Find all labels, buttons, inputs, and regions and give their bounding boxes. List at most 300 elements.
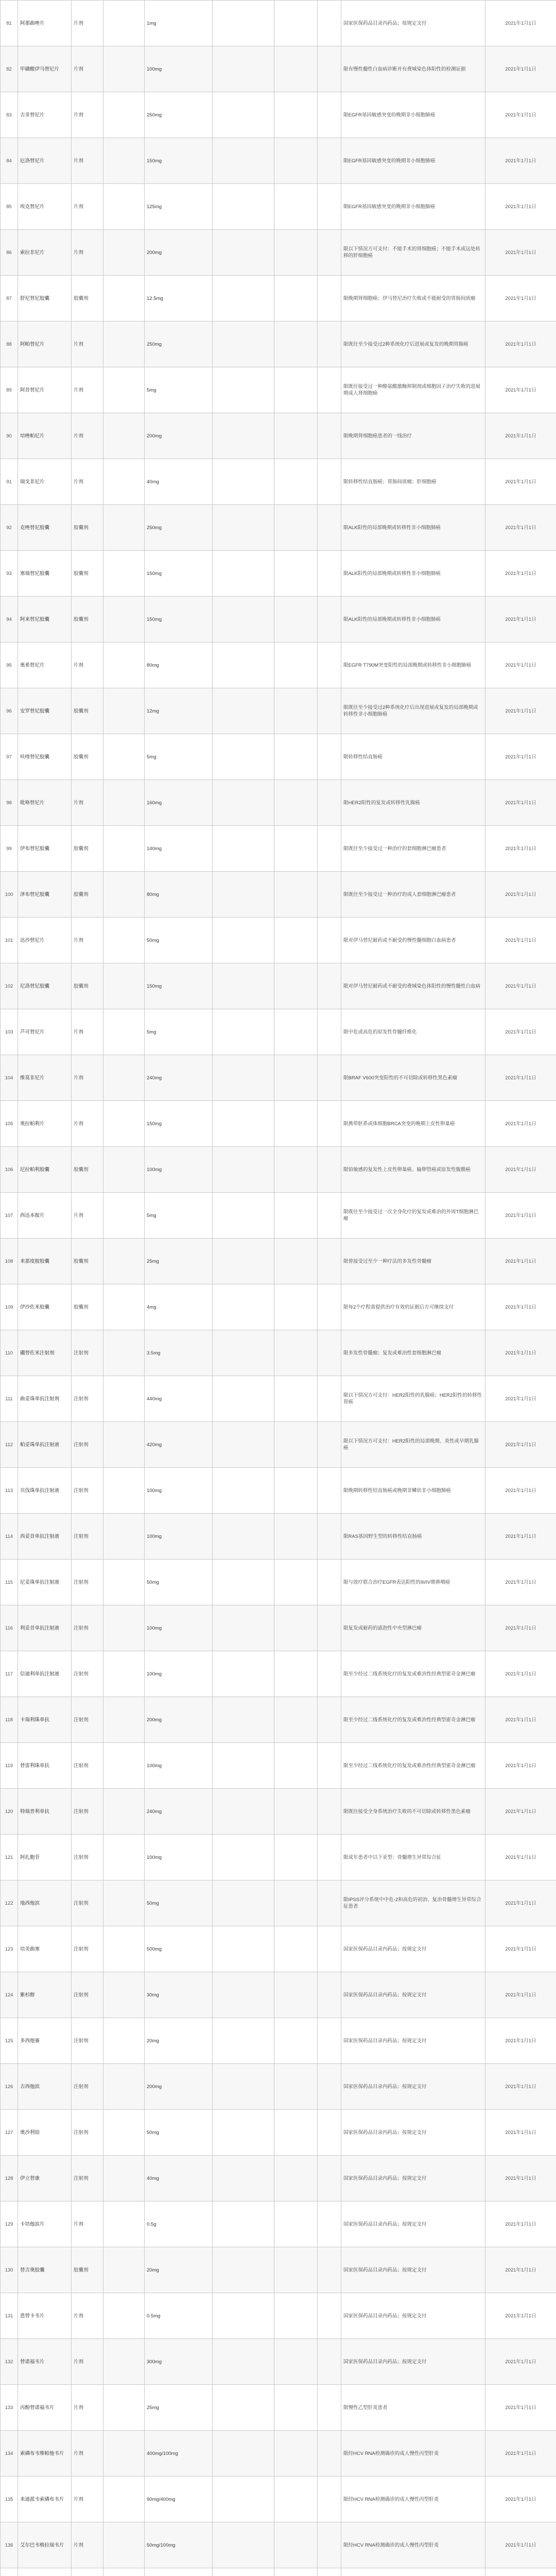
row-number-cell: 102 xyxy=(1,963,18,1009)
price-cell xyxy=(213,2385,274,2431)
price-cell xyxy=(213,1972,274,2018)
price-cell xyxy=(213,46,274,92)
price-cell xyxy=(213,1743,274,1789)
strength-cell: 4mg xyxy=(145,1284,213,1330)
strength-cell: 90mg/400mg xyxy=(145,2477,213,2522)
spec-cell xyxy=(103,1926,145,1972)
table-row xyxy=(1,1422,556,1468)
date-cell: 2021年1月1日 xyxy=(485,1972,556,2018)
rate-cell xyxy=(318,184,341,230)
strength-cell: 50mg xyxy=(145,2110,213,2156)
drug-name-cell: 贝伐珠单抗注射液 xyxy=(18,1468,72,1514)
payment-rule-cell: 国家医保药品目录内药品；按规定支付 xyxy=(341,1926,485,1972)
payment-rule-cell xyxy=(341,2568,485,2576)
drug-name-cell: 地西他滨 xyxy=(18,1880,72,1926)
row-number-cell: 82 xyxy=(1,46,18,92)
drug-name-cell: 奥拉帕利片 xyxy=(18,1101,72,1147)
date-cell: 2021年1月1日 xyxy=(485,1514,556,1560)
row-number-cell: 108 xyxy=(1,1239,18,1284)
spec-cell xyxy=(103,92,145,138)
price-cell xyxy=(213,551,274,597)
change-cell xyxy=(274,1560,318,1605)
dosage-form-cell: 注射剂 xyxy=(72,1651,103,1697)
dosage-form-cell: 片剂 xyxy=(72,321,103,367)
table-row xyxy=(1,734,556,780)
spec-cell xyxy=(103,1468,145,1514)
price-cell xyxy=(213,2293,274,2339)
drug-name-cell: 卡培他滨片 xyxy=(18,2201,72,2247)
payment-rule-cell: 限EGFR T790M突变阳性的局部晚期或转移性非小细胞肺癌 xyxy=(341,642,485,688)
drug-name-cell: 西达本胺片 xyxy=(18,1193,72,1239)
change-cell xyxy=(274,2018,318,2064)
drug-name-cell: 尼拉帕利胶囊 xyxy=(18,1147,72,1193)
date-cell: 2021年1月1日 xyxy=(485,1376,556,1422)
payment-rule-cell: 限对伊马替尼耐药或不耐受的慢性髓细胞白血病患者 xyxy=(341,918,485,963)
spec-cell xyxy=(103,597,145,642)
table-row xyxy=(1,2431,556,2477)
rate-cell xyxy=(318,2568,341,2576)
payment-rule-cell: 国家医保药品目录内药品；按规定支付 xyxy=(341,2110,485,2156)
strength-cell: 250mg xyxy=(145,505,213,551)
dosage-form-cell: 胶囊剂 xyxy=(72,688,103,734)
change-cell xyxy=(274,918,318,963)
spec-cell xyxy=(103,2293,145,2339)
rate-cell xyxy=(318,1743,341,1789)
change-cell xyxy=(274,1835,318,1880)
price-cell xyxy=(213,597,274,642)
spec-cell xyxy=(103,1605,145,1651)
change-cell xyxy=(274,2064,318,2110)
spec-cell xyxy=(103,1284,145,1330)
payment-rule-cell: 限与放疗联合治疗EGFR表达阳性的III/IV期鼻咽癌 xyxy=(341,1560,485,1605)
drug-name-cell: 索拉非尼片 xyxy=(18,230,72,276)
strength-cell: 150mg xyxy=(145,597,213,642)
strength-cell: 25mg xyxy=(145,1239,213,1284)
payment-rule-cell: 国家医保药品目录内药品；按规定支付 xyxy=(341,1972,485,2018)
price-cell xyxy=(213,413,274,459)
change-cell xyxy=(274,734,318,780)
dosage-form-cell: 注射剂 xyxy=(72,1926,103,1972)
strength-cell: 25mg xyxy=(145,2385,213,2431)
rate-cell xyxy=(318,826,341,872)
payment-rule-cell: 国家医保药品目录内药品；按规定支付 xyxy=(341,2293,485,2339)
dosage-form-cell: 胶囊剂 xyxy=(72,1239,103,1284)
change-cell xyxy=(274,2110,318,2156)
change-cell xyxy=(274,92,318,138)
price-cell xyxy=(213,1422,274,1468)
table-row xyxy=(1,2018,556,2064)
change-cell xyxy=(274,46,318,92)
spec-cell xyxy=(103,551,145,597)
price-cell xyxy=(213,1697,274,1743)
spec-cell xyxy=(103,413,145,459)
dosage-form-cell: 片剂 xyxy=(72,2293,103,2339)
rate-cell xyxy=(318,1055,341,1101)
spec-cell xyxy=(103,1193,145,1239)
date-cell: 2021年1月1日 xyxy=(485,367,556,413)
date-cell: 2021年1月1日 xyxy=(485,138,556,184)
rate-cell xyxy=(318,734,341,780)
payment-rule-cell: 限每2个疗程需提供治疗有效的证据后方可继续支付 xyxy=(341,1284,485,1330)
payment-rule-cell: 限既往至少接受过2种系统化疗后进展或复发的晚期胃腺癌 xyxy=(341,321,485,367)
strength-cell: 440mg xyxy=(145,1376,213,1422)
change-cell xyxy=(274,1651,318,1697)
drug-name-cell: 吉西他滨 xyxy=(18,2064,72,2110)
spec-cell xyxy=(103,1376,145,1422)
row-number-cell: 124 xyxy=(1,1972,18,2018)
rate-cell xyxy=(318,1422,341,1468)
price-cell xyxy=(213,1,274,46)
payment-rule-cell: 限晚期转移性结直肠癌或晚期非鳞状非小细胞肺癌 xyxy=(341,1468,485,1514)
price-cell xyxy=(213,367,274,413)
strength-cell: 12mg xyxy=(145,688,213,734)
drug-name-cell: 培唑帕尼片 xyxy=(18,413,72,459)
date-cell: 2021年1月1日 xyxy=(485,918,556,963)
spec-cell xyxy=(103,2431,145,2477)
rate-cell xyxy=(318,2385,341,2431)
payment-rule-cell: 限经HCV RNA检测确诊的成人慢性丙型肝炎 xyxy=(341,2431,485,2477)
spec-cell xyxy=(103,1055,145,1101)
spec-cell xyxy=(103,2522,145,2568)
strength-cell: 150mg xyxy=(145,963,213,1009)
spec-cell xyxy=(103,1,145,46)
strength-cell: 400mg/100mg xyxy=(145,2431,213,2477)
rate-cell xyxy=(318,2339,341,2385)
payment-rule-cell: 限BRAF V600突变阳性的不可切除或转移性黑色素瘤 xyxy=(341,1055,485,1101)
rate-cell xyxy=(318,1651,341,1697)
dosage-form-cell: 注射剂 xyxy=(72,1835,103,1880)
row-number-cell: 99 xyxy=(1,826,18,872)
rate-cell xyxy=(318,1376,341,1422)
table-row xyxy=(1,597,556,642)
payment-rule-cell: 限以下情况方可支付：HER2阳性的局部晚期、炎性或早期乳腺癌 xyxy=(341,1422,485,1468)
rate-cell xyxy=(318,688,341,734)
rate-cell xyxy=(318,1147,341,1193)
payment-rule-cell: 国家医保药品目录内药品；按规定支付 xyxy=(341,2018,485,2064)
drug-name-cell: 阿扎胞苷 xyxy=(18,1835,72,1880)
rate-cell xyxy=(318,1514,341,1560)
rate-cell xyxy=(318,2522,341,2568)
table-row xyxy=(1,1651,556,1697)
strength-cell: 140mg xyxy=(145,826,213,872)
spec-cell xyxy=(103,2477,145,2522)
row-number-cell: 84 xyxy=(1,138,18,184)
rate-cell xyxy=(318,1468,341,1514)
change-cell xyxy=(274,1,318,46)
drug-name-cell: 替诺福韦片 xyxy=(18,2339,72,2385)
payment-rule-cell: 限至少经过二线系统化疗的复发或难治性经典型霍奇金淋巴瘤 xyxy=(341,1651,485,1697)
spec-cell xyxy=(103,276,145,321)
strength-cell: 12.5mg xyxy=(145,276,213,321)
row-number-cell: 133 xyxy=(1,2385,18,2431)
change-cell xyxy=(274,2385,318,2431)
price-cell xyxy=(213,1651,274,1697)
drug-name-cell: 克唑替尼胶囊 xyxy=(18,505,72,551)
table-row xyxy=(1,1789,556,1835)
drug-name-cell: 恩替卡韦片 xyxy=(18,2293,72,2339)
date-cell: 2021年1月1日 xyxy=(485,230,556,276)
row-number-cell: 92 xyxy=(1,505,18,551)
table-row xyxy=(1,1560,556,1605)
row-number-cell: 96 xyxy=(1,688,18,734)
price-cell xyxy=(213,505,274,551)
strength-cell: 150mg xyxy=(145,1101,213,1147)
table-row xyxy=(1,1009,556,1055)
row-number-cell: 87 xyxy=(1,276,18,321)
price-cell xyxy=(213,1239,274,1284)
row-number-cell: 81 xyxy=(1,1,18,46)
table-row xyxy=(1,826,556,872)
drug-name-cell: 替吉奥胶囊 xyxy=(18,2247,72,2293)
rate-cell xyxy=(318,2110,341,2156)
rate-cell xyxy=(318,1880,341,1926)
table-row xyxy=(1,230,556,276)
row-number-cell: 93 xyxy=(1,551,18,597)
row-number-cell: 136 xyxy=(1,2522,18,2568)
dosage-form-cell: 片剂 xyxy=(72,1101,103,1147)
rate-cell xyxy=(318,2431,341,2477)
row-number-cell: 106 xyxy=(1,1147,18,1193)
payment-rule-cell: 限IPSS评分系统中中危-2和高危的初治、复治骨髓增生异常综合征患者 xyxy=(341,1880,485,1926)
table-row xyxy=(1,46,556,92)
spec-cell xyxy=(103,1330,145,1376)
dosage-form-cell: 片剂 xyxy=(72,1,103,46)
payment-rule-cell: 限晚期肾细胞癌患者的一线治疗 xyxy=(341,413,485,459)
spec-cell xyxy=(103,963,145,1009)
payment-rule-cell: 限至少经过二线系统化疗的复发或难治性经典型霍奇金淋巴瘤 xyxy=(341,1697,485,1743)
date-cell: 2021年1月1日 xyxy=(485,1743,556,1789)
table-row xyxy=(1,1,556,46)
drug-name-cell: 舒尼替尼胶囊 xyxy=(18,276,72,321)
spec-cell xyxy=(103,1147,145,1193)
drug-name-cell: 厄洛替尼片 xyxy=(18,138,72,184)
rate-cell xyxy=(318,92,341,138)
spec-cell xyxy=(103,1972,145,2018)
price-cell xyxy=(213,321,274,367)
drug-name-cell: 丙酚替诺福韦片 xyxy=(18,2385,72,2431)
spec-cell xyxy=(103,734,145,780)
payment-rule-cell: 限既往至少接受过一种治疗的套细胞淋巴瘤患者 xyxy=(341,826,485,872)
rate-cell xyxy=(318,505,341,551)
spec-cell xyxy=(103,367,145,413)
drug-name-cell: 西妥昔单抗注射液 xyxy=(18,1514,72,1560)
dosage-form-cell: 胶囊剂 xyxy=(72,872,103,918)
strength-cell: 40mg xyxy=(145,2156,213,2201)
payment-rule-cell: 限有慢性髓性白血病诊断并有费城染色体阳性的检测证据 xyxy=(341,46,485,92)
price-cell xyxy=(213,2431,274,2477)
strength-cell: 100mg xyxy=(145,1147,213,1193)
drug-name-cell: 埃克替尼片 xyxy=(18,184,72,230)
drug-name-cell: 奥希替尼片 xyxy=(18,642,72,688)
change-cell xyxy=(274,1926,318,1972)
row-number-cell: 121 xyxy=(1,1835,18,1880)
drug-name-cell: 阿那曲唑片 xyxy=(18,1,72,46)
price-cell xyxy=(213,642,274,688)
payment-rule-cell: 限以下情况方可支付：HER2阳性的乳腺癌；HER2阳性的转移性胃癌 xyxy=(341,1376,485,1422)
strength-cell: 80mg xyxy=(145,642,213,688)
price-cell xyxy=(213,2064,274,2110)
dosage-form-cell: 片剂 xyxy=(72,642,103,688)
row-number-cell: 97 xyxy=(1,734,18,780)
change-cell xyxy=(274,1147,318,1193)
spec-cell xyxy=(103,1009,145,1055)
drug-name-cell: 利妥昔单抗注射液 xyxy=(18,1605,72,1651)
row-number-cell: 119 xyxy=(1,1743,18,1789)
drug-name-cell: 艾尔巴韦格拉瑞韦片 xyxy=(18,2522,72,2568)
price-cell xyxy=(213,1101,274,1147)
change-cell xyxy=(274,505,318,551)
drug-name-cell: 紫杉醇 xyxy=(18,1972,72,2018)
spec-cell xyxy=(103,1239,145,1284)
payment-rule-cell: 限中危或高危的原发性骨髓纤维化 xyxy=(341,1009,485,1055)
date-cell: 2021年1月1日 xyxy=(485,2293,556,2339)
payment-rule-cell: 限转移性结直肠癌 xyxy=(341,734,485,780)
table-row xyxy=(1,1330,556,1376)
row-number-cell: 91 xyxy=(1,459,18,505)
price-cell xyxy=(213,2522,274,2568)
price-cell xyxy=(213,276,274,321)
date-cell: 2021年1月1日 xyxy=(485,1193,556,1239)
change-cell xyxy=(274,551,318,597)
strength-cell xyxy=(145,2568,213,2576)
date-cell: 2021年1月1日 xyxy=(485,963,556,1009)
change-cell xyxy=(274,1468,318,1514)
payment-rule-cell: 国家医保药品目录内药品；按规定支付 xyxy=(341,2064,485,2110)
rate-cell xyxy=(318,780,341,826)
table-row xyxy=(1,276,556,321)
price-cell xyxy=(213,2568,274,2576)
date-cell: 2021年1月1日 xyxy=(485,2339,556,2385)
date-cell: 2021年1月1日 xyxy=(485,2431,556,2477)
payment-rule-cell: 限携带胚系或体细胞BRCA突变的晚期上皮性卵巢癌 xyxy=(341,1101,485,1147)
payment-rule-cell: 限既往接受过一种酪氨酸激酶抑制剂或细胞因子治疗失败的进展期成人肾细胞癌 xyxy=(341,367,485,413)
price-cell xyxy=(213,2477,274,2522)
payment-rule-cell: 限ALK阳性的局部晚期或转移性非小细胞肺癌 xyxy=(341,597,485,642)
row-number-cell: 122 xyxy=(1,1880,18,1926)
table-row xyxy=(1,1880,556,1926)
rate-cell xyxy=(318,230,341,276)
drug-name-cell: 来迪派韦索磷布韦片 xyxy=(18,2477,72,2522)
change-cell xyxy=(274,413,318,459)
row-number-cell: 131 xyxy=(1,2293,18,2339)
date-cell: 2021年1月1日 xyxy=(485,551,556,597)
date-cell: 2021年1月1日 xyxy=(485,1284,556,1330)
payment-rule-cell: 限ALK阳性的局部晚期或转移性非小细胞肺癌 xyxy=(341,551,485,597)
payment-rule-cell: 限成年患者中以下亚型：骨髓增生异常综合征 xyxy=(341,1835,485,1880)
dosage-form-cell: 注射剂 xyxy=(72,2018,103,2064)
strength-cell: 300mg xyxy=(145,2339,213,2385)
spec-cell xyxy=(103,230,145,276)
spec-cell xyxy=(103,2064,145,2110)
payment-rule-cell: 限曾接受过至少一种疗法的多发性骨髓瘤 xyxy=(341,1239,485,1284)
table-row xyxy=(1,321,556,367)
table-row xyxy=(1,2247,556,2293)
payment-rule-cell: 限既往至少接受过2种系统化疗后出现进展或复发的局部晚期或转移性非小细胞肺癌 xyxy=(341,688,485,734)
dosage-form-cell: 片剂 xyxy=(72,2385,103,2431)
dosage-form-cell: 片剂 xyxy=(72,367,103,413)
price-cell xyxy=(213,2018,274,2064)
date-cell: 2021年1月1日 xyxy=(485,321,556,367)
payment-rule-cell: 限既往接受全身系统治疗失败的不可切除或转移性黑色素瘤 xyxy=(341,1789,485,1835)
row-number-cell: 112 xyxy=(1,1422,18,1468)
change-cell xyxy=(274,2156,318,2201)
strength-cell: 160mg xyxy=(145,780,213,826)
drug-name-cell: 阿帕替尼片 xyxy=(18,321,72,367)
drug-name-cell: 特瑞普利单抗 xyxy=(18,1789,72,1835)
date-cell: 2021年1月1日 xyxy=(485,1009,556,1055)
table-row xyxy=(1,2339,556,2385)
dosage-form-cell: 胶囊剂 xyxy=(72,551,103,597)
dosage-form-cell: 注射剂 xyxy=(72,1972,103,2018)
drug-name-cell: 吡咯替尼片 xyxy=(18,780,72,826)
payment-rule-cell: 限EGFR基因敏感突变的晚期非小细胞肺癌 xyxy=(341,92,485,138)
strength-cell: 40mg xyxy=(145,459,213,505)
rate-cell xyxy=(318,963,341,1009)
spec-cell xyxy=(103,1880,145,1926)
rate-cell xyxy=(318,2018,341,2064)
strength-cell: 250mg xyxy=(145,92,213,138)
dosage-form-cell: 胶囊剂 xyxy=(72,1284,103,1330)
date-cell: 2021年1月1日 xyxy=(485,1835,556,1880)
price-cell xyxy=(213,184,274,230)
change-cell xyxy=(274,1972,318,2018)
row-number-cell: 100 xyxy=(1,872,18,918)
rate-cell xyxy=(318,1697,341,1743)
strength-cell: 100mg xyxy=(145,1514,213,1560)
row-number-cell: 116 xyxy=(1,1605,18,1651)
strength-cell: 5mg xyxy=(145,1009,213,1055)
strength-cell: 150mg xyxy=(145,138,213,184)
rate-cell xyxy=(318,2064,341,2110)
payment-rule-cell: 国家医保药品目录内药品；按规定支付 xyxy=(341,2156,485,2201)
change-cell xyxy=(274,1743,318,1789)
date-cell: 2021年1月1日 xyxy=(485,2110,556,2156)
table-row xyxy=(1,1743,556,1789)
spec-cell xyxy=(103,1651,145,1697)
spec-cell xyxy=(103,1835,145,1880)
dosage-form-cell: 片剂 xyxy=(72,459,103,505)
change-cell xyxy=(274,321,318,367)
price-cell xyxy=(213,92,274,138)
rate-cell xyxy=(318,459,341,505)
price-cell xyxy=(213,1605,274,1651)
spec-cell xyxy=(103,459,145,505)
table-row xyxy=(1,2385,556,2431)
change-cell xyxy=(274,1193,318,1239)
change-cell xyxy=(274,1789,318,1835)
change-cell xyxy=(274,2339,318,2385)
drug-name-cell: 阿来替尼胶囊 xyxy=(18,597,72,642)
drug-name-cell: 瑞戈非尼片 xyxy=(18,459,72,505)
price-cell xyxy=(213,2201,274,2247)
payment-rule-cell: 限EGFR基因敏感突变的晚期非小细胞肺癌 xyxy=(341,138,485,184)
table-row xyxy=(1,2156,556,2201)
date-cell: 2021年1月1日 xyxy=(485,2156,556,2201)
spec-cell xyxy=(103,505,145,551)
drug-name-cell: 帕妥珠单抗注射液 xyxy=(18,1422,72,1468)
table-row xyxy=(1,367,556,413)
drug-name-cell: 来那度胺胶囊 xyxy=(18,1239,72,1284)
rate-cell xyxy=(318,413,341,459)
strength-cell: 3.5mg xyxy=(145,1330,213,1376)
price-cell xyxy=(213,138,274,184)
table-row xyxy=(1,780,556,826)
table-row xyxy=(1,1605,556,1651)
table-row xyxy=(1,1193,556,1239)
strength-cell: 500mg xyxy=(145,1926,213,1972)
row-number-cell: 109 xyxy=(1,1284,18,1330)
rate-cell xyxy=(318,1009,341,1055)
